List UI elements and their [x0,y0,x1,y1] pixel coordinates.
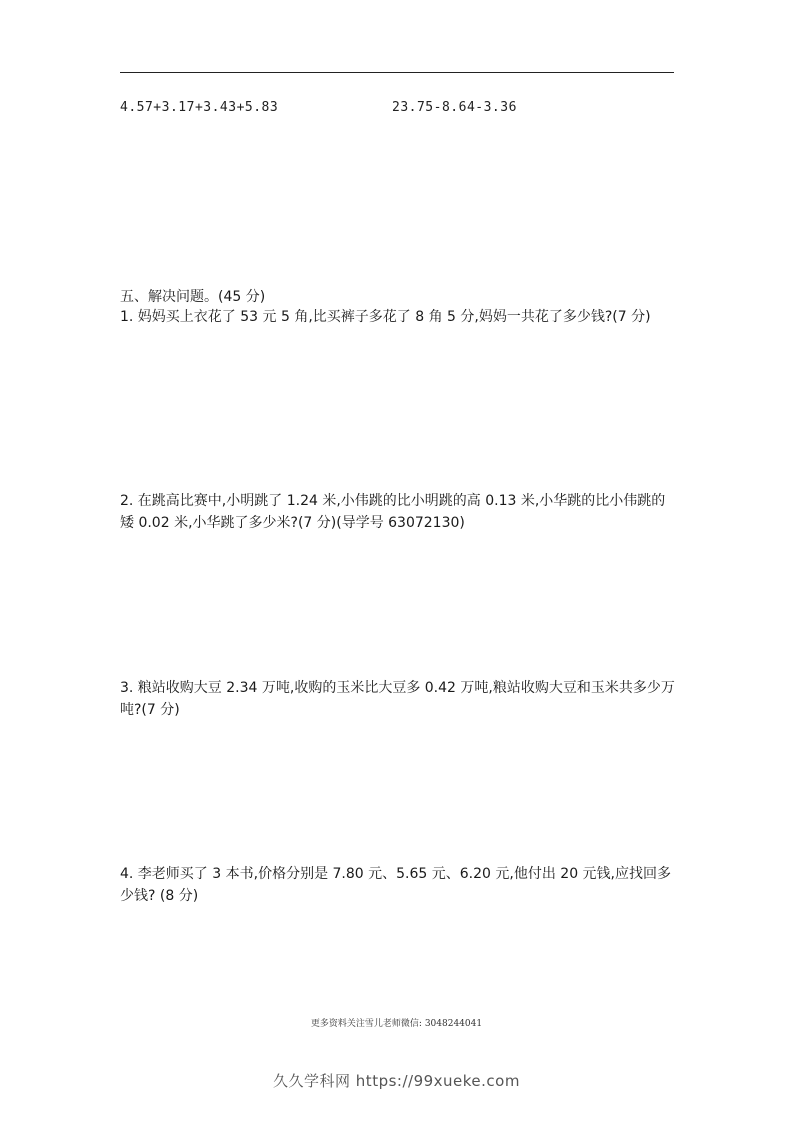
top-rule [120,72,674,73]
question-2: 2. 在跳高比赛中,小明跳了 1.24 米,小伟跳的比小明跳的高 0.13 米,小华跳的比小伟跳的矮 0.02 米,小华跳了多少米?(7 分)(导学号 63072130) [120,493,666,531]
question-4: 4. 李老师买了 3 本书,价格分别是 7.80 元、5.65 元、6.20 元,他付出 20 元钱,应找回多少钱? (8 分) [120,866,671,904]
question-3: 3. 粮站收购大豆 2.34 万吨,收购的玉米比大豆多 0.42 万吨,粮站收购大豆和玉米共多少万吨?(7 分) [120,680,675,718]
footer-note: 更多资料关注雪儿老师微信: 3048244041 [310,1019,483,1029]
section-heading: 五、解决问题。(45 分) [120,289,266,305]
expression-left: 4.57+3.17+3.43+5.83 [120,100,279,115]
question-1: 1. 妈妈买上衣花了 53 元 5 角,比买裤子多花了 8 角 5 分,妈妈一共花了多少钱?(7 分) [120,309,651,325]
expression-right: 23.75-8.64-3.36 [392,100,517,115]
watermark: 久久学科网 https://99xueke.com [273,1072,520,1090]
